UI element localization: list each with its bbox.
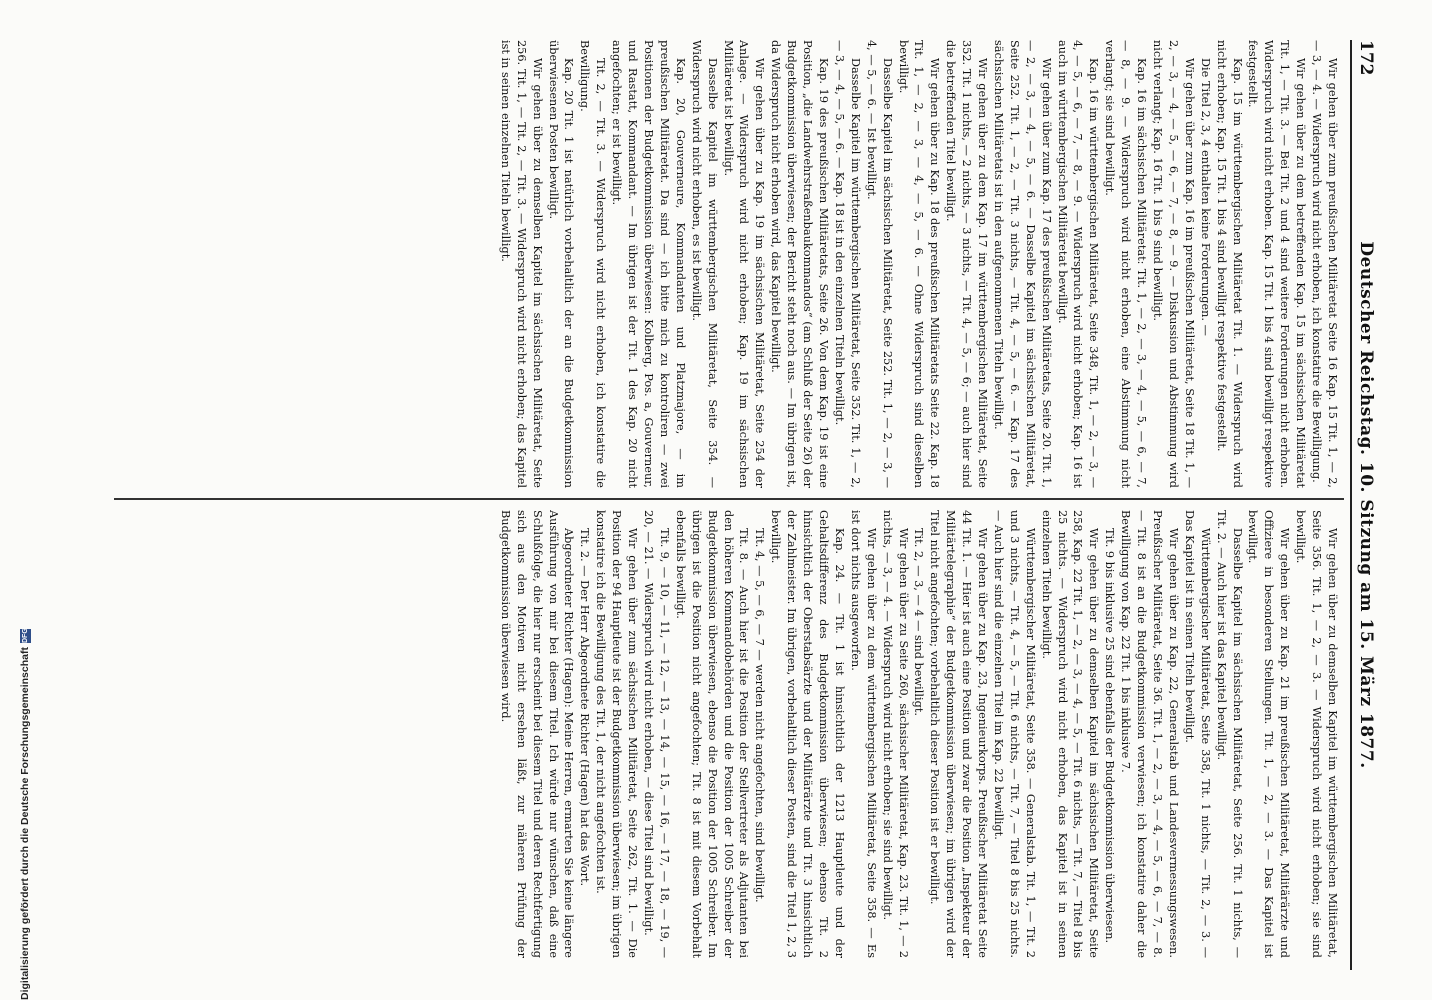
- paragraph: Wir gehen über zu Kap. 18 des preußischen Militäretats Seite 22. Kap. 18 Tit. 1, — 2, — 3, — 4, — 5, — 6. — Ohne Widerspruch sind dieselben bewilligt.: [896, 40, 942, 488]
- paragraph: Dasselbe Kapitel im württembergischen Militäretat, Seite 354. — Widerspruch wird nicht erhoben, es ist bewilligt.: [689, 40, 719, 488]
- paragraph: Tit. 2, — 3, — 4 — sind bewilligt.: [912, 528, 926, 716]
- paragraph: Wir gehen über zum preußischen Militäretat Seite 16 Kap. 15 Tit. 1, — 2, — 3, — 4. — Widerspruch wird nicht erhoben, ich konstatire die Bewilligung.: [1310, 40, 1339, 488]
- paragraph: Tit. 2. — Der Herr Abgeordnete Richter (Hagen) hat das Wort.: [578, 528, 592, 887]
- paragraph: Kap. 16 im sächsischen Militäretat: Tit. 1, — 2, — 3, — 4, — 5, — 6, — 7, — 8, — 9. — Widerspruch wird nicht erhoben, eine Abstimmung nicht verlangt; sie sind bewilligt.: [1103, 40, 1149, 488]
- paragraph: Wir gehen über zu Kap. 23, Ingenieurkorps. Preußischer Militäretat Seite 44 Tit. 1. — Hier ist auch eine Position und zwar die Position „Inspekteur der Militärtelegraphie“ der Budgetkommission überwiesen; im übrigen wird der Titel nicht angefochten; vorbehaltlich dieser Position ist er bewilligt.: [928, 510, 990, 958]
- paragraph: Tit. 9, — 10, — 11, — 12, — 13, — 14, — 15, — 16, — 17, — 18, — 19, — 20, — 21. — Widerspruch wird nicht erhoben, — diese Titel sind bewilligt.: [642, 510, 671, 958]
- paragraph: Wir gehen über zu dem betreffenden Kap. 15 im sächsischen Militäretat Tit. 1, — Tit. 3. — Bei Tit. 2 und 4 sind weitere Forderungen nicht erhoben. Widerspruch wird nicht erhoben. Kap. 15 Tit. 1 bis 4 sind bewilligt respektive festgestellt.: [1246, 40, 1308, 488]
- paragraph: Kap. 16 im württembergischen Militäretat, Seite 348, Tit. 1, — 2, — 3, — 4, — 5, — 6, — 7, — 8, — 9. — Widerspruch wird nicht erhoben; Kap. 16 ist auch im württembergischen Militäretat bewilligt.: [1055, 40, 1101, 488]
- paragraph: Wir gehen über zu demselben Kapitel im sächsischen Militäretat, Seite 256. Tit. 1, — Tit. 2, — Tit. 3. — Widerspruch wird nicht erhoben; das Kapitel ist in seinen einzelnen Titeln bewilligt.: [498, 40, 544, 488]
- paragraph: Abgeordneter Richter (Hagen): Meine Herren, ermarten Sie keine längere Ausführung von mir bei diesem Titel. Ich würde nur wünschen, daß eine Schlußfolge, die hier nur erscheint bei diesem Titel und deren Rechtfertigung sich aus den Motiven nicht ersehen läßt, zur näheren Prüfung der Budgetkommission überwiesen wird.: [498, 510, 576, 958]
- credit-text: Digitalisierung gefördert durch die Deutsche Forschungsgemeinschaft: [19, 647, 31, 1000]
- column-divider: [114, 498, 1344, 500]
- left-column: [115, 40, 1340, 488]
- paragraph: Kap. 19 des preußischen Militäretats, Seite 26. Von dem Kap. 19 ist eine Position, „die Landwehrstraßenbaukommandos“ (am Schluß der Seite 26) der Budgetkommission überwiesen; der Bericht steht noch aus. — Im übrigen ist, da Widerspruch nicht erhoben wird, das Kapitel bewilligt.: [769, 40, 830, 488]
- paragraph: Wir gehen über zu demselben Kapitel im sächsischen Militäretat, Seite 258, Kap. 22 Tit. 1, — 2, — 3, — 4, — 5, — Tit. 6 nichts, — Tit. 7, — Titel 8 bis 25 nichts. — Widerspruch wird nicht erhoben, das Kapitel ist in seinen einzelnen Titeln bewilligt.: [1039, 510, 1101, 958]
- paragraph: Die Titel 2, 3, 4 enthalten keine Forderungen. —: [1198, 58, 1212, 336]
- paragraph: Dasselbe Kapitel im sächsischen Militäretat, Seite 252. Tit. 1, — 2, — 3, — 4, — 5, — 6. — Ist bewilligt.: [864, 40, 894, 488]
- dfg-logo-icon: DFG: [21, 628, 29, 644]
- paragraph: Tit. 9 bis inklusive 25 sind ebenfalls der Budgetkommission überwiesen.: [1103, 528, 1117, 944]
- paragraph: Tit. 8. — Auch hier ist die Position der Stellvertreter als Adjutanten bei den höheren Kommandobehörden und die Position der 1005 Schreiber der Budgetkommission überwiesen, ebenso die Position der 1005 Schreiber. Im übrigen ist die Position nicht angefochten; Tit. 8 ist mit diesem Vorbehalt ebenfalls bewilligt.: [673, 510, 751, 958]
- running-head: [1350, 40, 1380, 970]
- right-column: [115, 510, 1340, 958]
- paragraph: Kap. 24. — Tit. 1 ist hinsichtlich der 1213 Hauptleute und der Gehaltsdifferenz des Budgetkommission überwiesen; ebenso Tit. 2 hinsichtlich der Oberstabsärzte und der Militärärzte und Tit. 3 hinsichtlich der Zahlmeister. Im übrigen, vorbehaltlich dieser Posten, sind die Titel 1, 2, 3 bewilligt.: [769, 510, 846, 958]
- paragraph: Wir gehen über zu dem Kap. 17 im württembergischen Militäretat, Seite 352. Tit. 1 nichts, — 2 nichts, — 3 nichts, — Tit. 4, — 5, — 6; — auch hier sind die betreffenden Titel bewilligt.: [944, 40, 990, 488]
- page-number: 172: [1356, 40, 1376, 76]
- paragraph: Württembergischer Militäretat, Seite 358. — Generalstab. Tit. 1, — Tit. 2 und 3 nichts, — Tit. 4, — 5, — Tit. 6 nichts, — Tit. 7, — Titel 8 bis 25 nichts. — Auch hier sind die einzelnen Titel im Kap. 22 bewilligt.: [991, 510, 1037, 958]
- paragraph: Wir gehen über zu Kap. 19 im sächsischen Militäretat, Seite 254 der Anlage. — Widerspruch wird nicht erhoben; Kap. 19 im sächsischen Militäretat ist bewilligt.: [721, 40, 767, 488]
- paragraph: Wir gehen über zum sächsischen Militäretat, Seite 262, Tit. 1. — Die Position der 94 Hauptleute ist der Budgetkommission überwiesen; im übrigen konstatire ich die Bewilligung des Tit. 1, der nicht angefochten ist.: [594, 510, 640, 958]
- digitization-credit: [18, 629, 32, 1000]
- paragraph: Württembergischer Militäretat, Seite 358, Tit. 1 nichts, — Tit. 2, — 3. — Das Kapitel ist in seinen Titeln bewilligt.: [1182, 510, 1212, 958]
- paragraph: Wir gehen über zu demselben Kapitel im württembergischen Militäretat, Seite 356. Tit. 1, — 2, — 3. — Widerspruch wird nicht erhoben; sie sind bewilligt.: [1294, 510, 1339, 958]
- paragraph: Wir gehen über zum Kap. 16 im preußischen Militäretat, Seite 18 Tit. 1, — 2, — 3, — 4, — 5, — 6, — 7, — 8, — 9. — Diskussion und Abstimmung wird nicht verlangt; Kap. 16 Tit. 1 bis 9 sind bewilligt.: [1151, 40, 1196, 488]
- rotated-document-page: [100, 40, 1380, 970]
- paragraph: Dasselbe Kapitel im württembergischen Militäretat, Seite 352. Tit. 1, — 2, — 3, — 4, — 5, — 6. — Kap. 18 ist in den einzelnen Titeln bewilligt.: [832, 40, 862, 488]
- page-title: Deutscher Reichstag. 10. Sitzung am 15. März 1877.: [1356, 241, 1376, 769]
- paragraph: Tit. 2, — Tit. 3. — Widerspruch wird nicht erhoben, ich konstatire die Bewilligung.: [578, 40, 608, 488]
- paragraph: Wir gehen über zu Seite 260, sächsischer Militäretat, Kap. 23. Tit. 1, — 2 nichts, — 3, — 4. — Widerspruch wird nicht erhoben; sie sind bewilligt.: [880, 510, 910, 958]
- paragraph: Kap. 20, Gouverneure, Kommandanten und Platzmajore, — im preußischen Militäretat. Da sind — ich bitte mich zu kontroliren — zwei Positionen der Budgetkommission überwiesen: Kolberg, Pos. a, Gouverneur, und Rastatt, Kommandant. — Im übrigen ist der Tit. 1 des Kap. 20 nicht angefochten; er ist bewilligt.: [610, 40, 687, 488]
- paragraph: Wir gehen über zu Kap. 22, Generalstab und Landesvermessungswesen. Preußischer Militäretat, Seite 36. Tit. 1, — 2, — 3, — 4, — 5, — 6, — 7, — 8. — Tit. 8 ist an die Budgetkommission verwiesen; ich konstatire daher die Bewilligung von Kap. 22 Tit. 1 bis inklusive 7.: [1119, 510, 1180, 958]
- paragraph: Tit. 4, — 5, — 6, — 7 — werden nicht angefochten, sind bewilligt.: [753, 528, 767, 903]
- paragraph: Dasselbe Kapitel im sächsischen Militäretat, Seite 256. Tit. 1 nichts, — Tit. 2. — Auch hier ist das Kapitel bewilligt.: [1214, 510, 1244, 958]
- paragraph: Wir gehen über zum Kap. 17 des preußischen Militäretats, Seite 20. Tit. 1, — 2, — 3, — 4, — 5, — 6. — Dasselbe Kapitel im sächsischen Militäretat, Seite 252. Tit. 1, — 2, — Tit. 3 nichts, — Tit. 4, — 5, — 6. — Kap. 17 des sächsischen Militäretats ist in den aufgenommenen Titeln bewilligt.: [991, 40, 1053, 488]
- paragraph: Wir gehen über zu dem württembergischen Militäretat, Seite 358. — Es ist dort nichts ausgeworfen.: [848, 510, 878, 958]
- paragraph: Kap. 20 Tit. 1 ist natürlich vorbehaltlich der an die Budgetkommission überwiesenen Posten bewilligt.: [546, 40, 576, 488]
- paragraph: Kap. 15 im württembergischen Militäretat Tit. 1. — Widerspruch wird nicht erhoben; Kap. 15 Tit. 1 bis 4 sind bewilligt respektive festgestellt.: [1214, 40, 1244, 488]
- paragraph: Wir gehen über zu Kap. 21 im preußischen Militäretat, Militärärzte und Offiziere in besonderen Stellungen. Tit. 1, — 2, — 3. — Das Kapitel ist bewilligt.: [1246, 510, 1292, 958]
